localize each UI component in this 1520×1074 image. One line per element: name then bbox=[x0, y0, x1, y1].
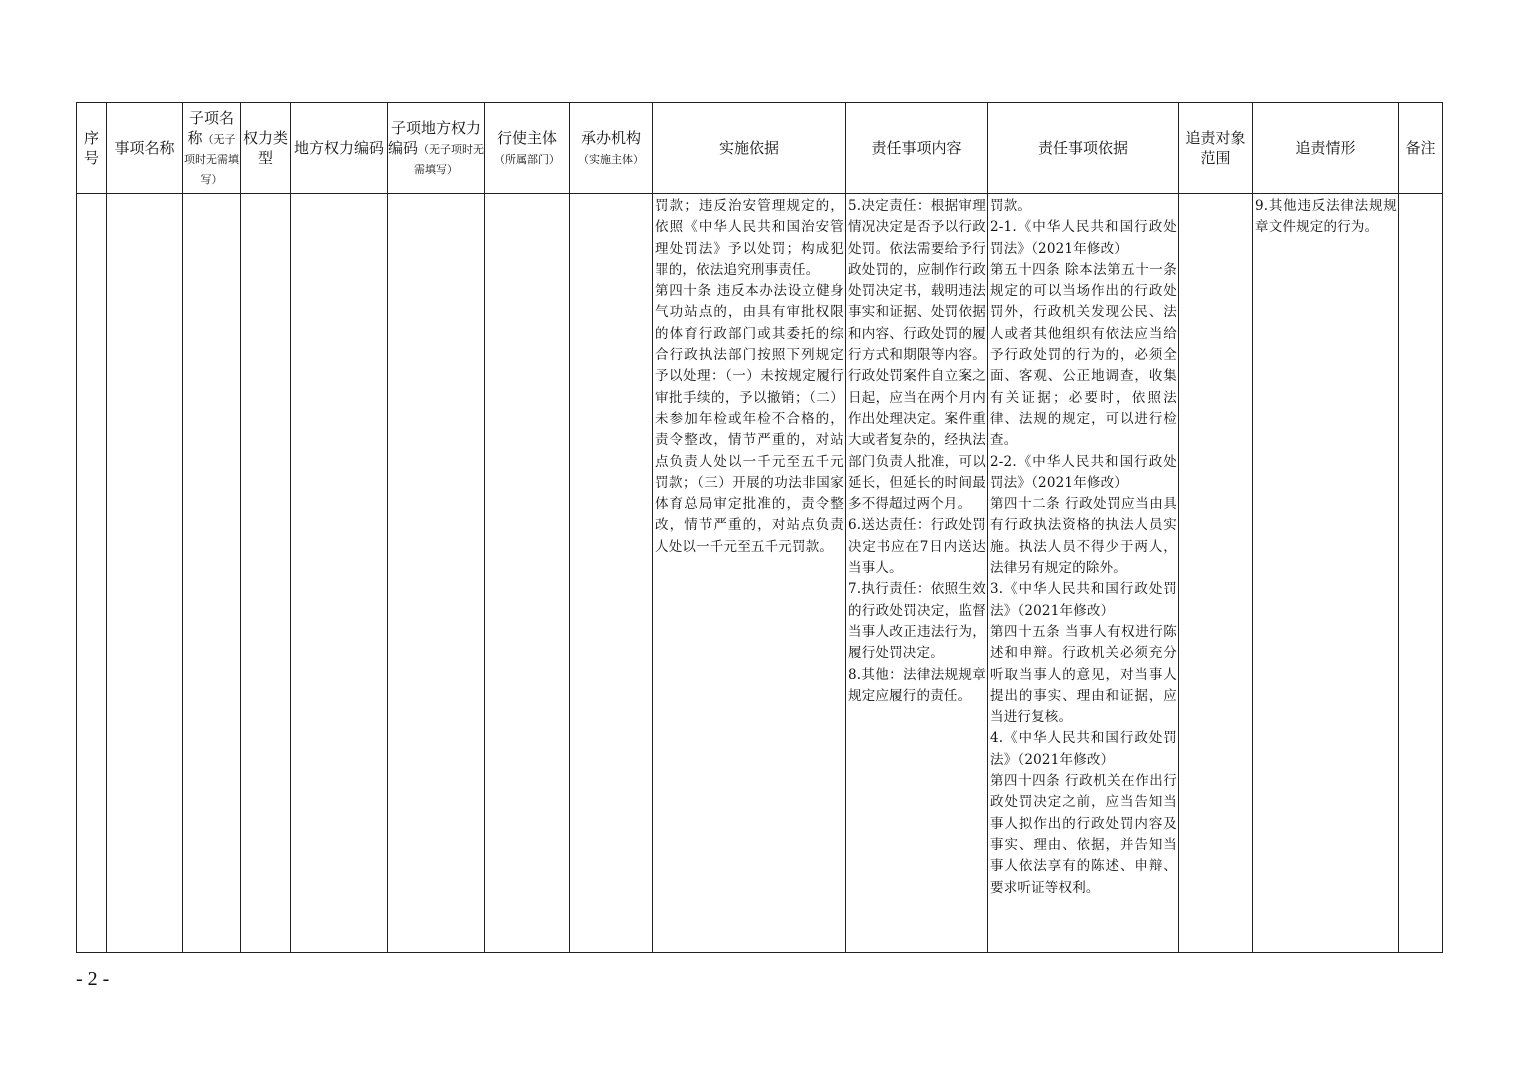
power-list-table bbox=[76, 102, 1443, 953]
page-number: - 2 - bbox=[76, 968, 110, 990]
header-duty-basis: 责任事项依据 bbox=[988, 103, 1179, 194]
duty-basis-text: 罚款。 2-1.《中华人民共和国行政处罚法》（2021年修改） 第五十四条 除本法第五十一条规定的可以当场作出的行政处罚外，行政机关发现公民、法人或者其他组织有依法应当给予行政处罚的行为的，必须全面、客观、公正地调查，收集有关证据；必要时，依照法律、法规的规定，可以进行检查。 2-2.《中华人民共和国行政处罚法》（2021年修改） 第四十二条 行政处罚应当由具有行政执法资格的执法人员实施。执法人员不得少于两人，法律另有规定的除外。 3.《中华人民共和国行政处罚法》（2021年修改） 第四十五条 当事人有权进行陈述和申辩。行政机关必须充分听取当事人的意见，对当事人提出的事实、理由和证据，应当进行复核。 4.《中华人民共和国行政处罚法》（2021年修改） 第四十四条 行政机关在作出行政处罚决定之前，应当告知当事人拟作出的行政处罚内容及事实、理由、依据，并告知当事人依法享有的陈述、申辩、要求听证等权利。 bbox=[990, 198, 1177, 896]
header-remark: 备注 bbox=[1399, 103, 1443, 194]
header-seq: 序 号 bbox=[77, 103, 107, 194]
cell-situation bbox=[1253, 194, 1399, 953]
duty-text: 5.决定责任：根据审理情况决定是否予以行政处罚。依法需要给予行政处罚的，应制作行政处罚决定书，载明违法事实和证据、处罚依据和内容、行政处罚的履行方式和期限等内容。行政处罚案件自立案之日起，应当在两个月内作出处理决定。案件重大或者复杂的，经执法部门负责人批准，可以延长，但延长的时间最多不得超过两个月。 6.送达责任：行政处罚决定书应在7日内送达当事人。 7.执行责任：依照生效的行政处罚决定，监督当事人改正违法行为，履行处罚决定。 8.其他：法律法规规章规定应履行的责任。 bbox=[848, 198, 986, 704]
header-item-name: 事项名称 bbox=[107, 103, 183, 194]
basis-text: 罚款；违反治安管理规定的，依照《中华人民共和国治安管理处罚法》予以处罚；构成犯罪的，依法追究刑事责任。 第四十条 违反本办法设立健身气功站点的，由具有审批权限的体育行政部门或其委托的综合行政执法部门按照下列规定予以处理：（一）未按规定履行审批手续的，予以撤销；（二）未参加年检或年检不合格的，责令整改，情节严重的，对站点负责人处以一千元至五千元罚款；（三）开展的功法非国家体育总局审定批准的，责令整改，情节严重的，对站点负责人处以一千元至五千元罚款。 bbox=[655, 198, 844, 555]
header-sub-code: 子项地方权力编码（无子项时无需填写） bbox=[388, 103, 485, 194]
header-scope: 追责对象范围 bbox=[1179, 103, 1253, 194]
cell-sub-name bbox=[183, 194, 241, 953]
situation-text: 9.其他违反法律法规规章文件规定的行为。 bbox=[1255, 198, 1397, 236]
header-duty: 责任事项内容 bbox=[846, 103, 988, 194]
cell-seq bbox=[77, 194, 107, 953]
cell-org bbox=[570, 194, 653, 953]
header-sub-name: 子项名称（无子项时无需填写） bbox=[183, 103, 241, 194]
table-row bbox=[77, 194, 1443, 953]
header-local-code: 地方权力编码 bbox=[291, 103, 388, 194]
cell-scope bbox=[1179, 194, 1253, 953]
cell-basis bbox=[653, 194, 846, 953]
header-situation: 追责情形 bbox=[1253, 103, 1399, 194]
cell-item-name bbox=[107, 194, 183, 953]
header-row bbox=[77, 103, 1443, 194]
cell-duty bbox=[846, 194, 988, 953]
cell-subject bbox=[485, 194, 570, 953]
cell-power-type bbox=[241, 194, 291, 953]
cell-local-code bbox=[291, 194, 388, 953]
header-basis: 实施依据 bbox=[653, 103, 846, 194]
cell-remark bbox=[1399, 194, 1443, 953]
header-org: 承办机构 （实施主体） bbox=[570, 103, 653, 194]
cell-duty-basis bbox=[988, 194, 1179, 953]
header-subject: 行使主体 （所属部门） bbox=[485, 103, 570, 194]
cell-sub-code bbox=[388, 194, 485, 953]
header-power-type: 权力类型 bbox=[241, 103, 291, 194]
